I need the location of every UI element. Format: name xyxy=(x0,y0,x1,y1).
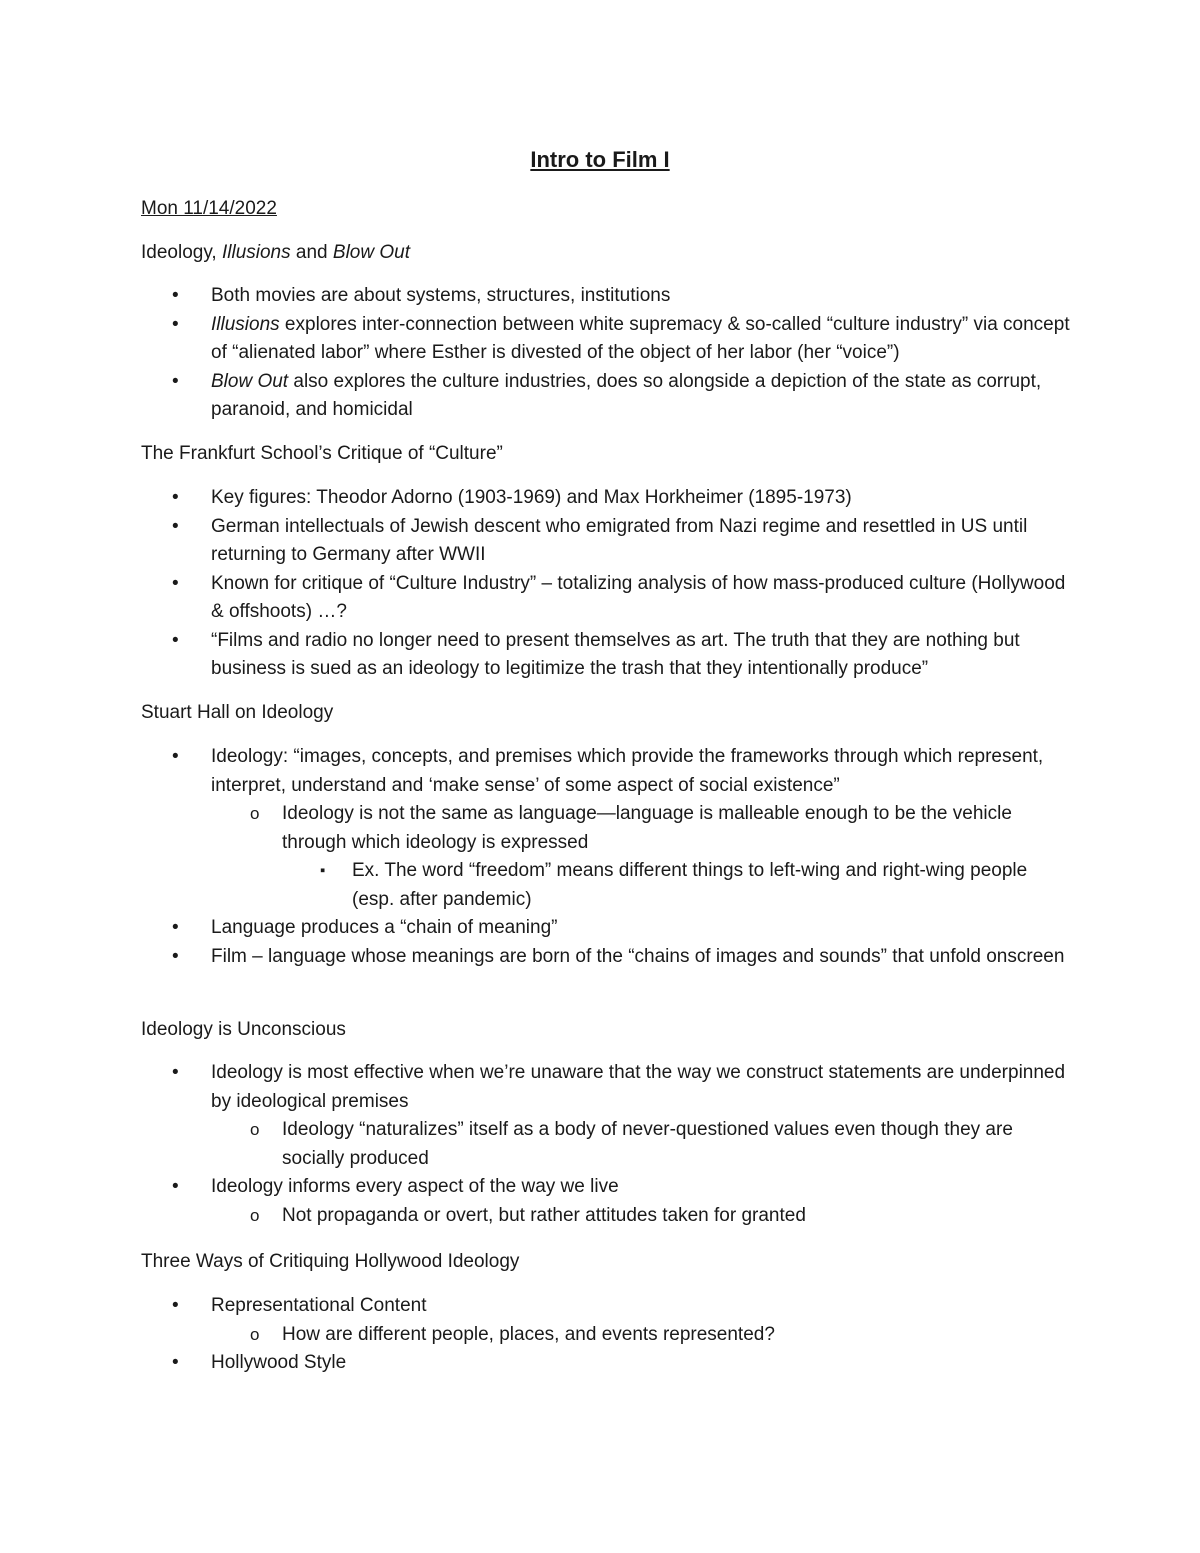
section-heading-unconscious: Ideology is Unconscious xyxy=(141,1019,346,1040)
sub-list-item xyxy=(282,1321,1070,1350)
list-item xyxy=(0,627,1200,684)
sub-list-item-text: How are different people, places, and events represented? xyxy=(282,1323,775,1345)
list-item xyxy=(0,914,1200,943)
sub-list-item-text: Ideology “naturalizes” itself as a body of never-questioned values even though they are socially produced xyxy=(282,1119,1013,1169)
list-item xyxy=(0,570,1200,627)
list-item-text: also explores the culture industries, does so alongside a depiction of the state as corrupt, paranoid, and homicidal xyxy=(211,370,1042,420)
bullet-list-unconscious xyxy=(0,1059,1200,1230)
section-heading-frankfurt: The Frankfurt School’s Critique of “Culture” xyxy=(141,443,503,464)
list-item xyxy=(0,368,1200,425)
sub-sub-list-item-text: Ex. The word “freedom” means different things to left-wing and right-wing people (esp. after pandemic) xyxy=(352,860,1028,910)
bullet-list-hollywood xyxy=(0,1292,1200,1378)
list-item-text: Key figures: Theodor Adorno (1903-1969) and Max Horkheimer (1895-1973) xyxy=(211,487,852,508)
list-item xyxy=(0,1173,1200,1230)
document-title: Intro to Film I xyxy=(530,147,670,172)
list-item xyxy=(0,311,1200,368)
sub-list-item-text: Ideology is not the same as language—language is malleable enough to be the vehicle through which ideology is expressed xyxy=(282,803,1012,853)
sub-list xyxy=(211,800,1070,914)
heading-film-title: Illusions xyxy=(221,242,291,263)
list-item xyxy=(0,513,1200,570)
list-item-text: Ideology informs every aspect of the way we live xyxy=(211,1176,619,1197)
list-item-text: explores inter-connection between white supremacy & so-called “culture industry” via concept of “alienated labor” where Esther is divested of the object of her labor (her “voice”) xyxy=(211,313,1070,363)
heading-text: and xyxy=(290,242,333,263)
film-title: Blow Out xyxy=(211,370,289,392)
list-item xyxy=(0,743,1200,914)
sub-list-item xyxy=(282,1116,1070,1173)
sub-list-item xyxy=(282,1202,1070,1231)
sub-sub-list xyxy=(282,857,1070,914)
section-heading-hollywood: Three Ways of Critiquing Hollywood Ideology xyxy=(141,1251,520,1272)
list-item xyxy=(0,943,1200,972)
lecture-date: Mon 11/14/2022 xyxy=(141,198,277,219)
sub-list-item xyxy=(282,800,1070,914)
sub-list xyxy=(211,1321,1070,1350)
list-item xyxy=(0,282,1200,311)
bullet-list-frankfurt xyxy=(0,484,1200,684)
list-item-text: Language produces a “chain of meaning” xyxy=(211,917,558,938)
list-item-text: Known for critique of “Culture Industry” – totalizing analysis of how mass-produced culture (Hollywood & offshoots) …? xyxy=(211,572,1066,622)
bullet-list-stuart-hall xyxy=(0,743,1200,971)
heading-film-title: Blow Out xyxy=(332,242,410,263)
list-item-text: Ideology is most effective when we’re unaware that the way we construct statements are underpinned by ideological premises xyxy=(211,1062,1066,1112)
bullet-list-ideology xyxy=(0,282,1200,425)
section-heading-stuart-hall: Stuart Hall on Ideology xyxy=(141,702,334,723)
film-title: Illusions xyxy=(211,313,280,335)
list-item xyxy=(0,1292,1200,1349)
sub-list xyxy=(211,1202,1070,1231)
list-item-text: Film – language whose meanings are born of the “chains of images and sounds” that unfold onscreen xyxy=(211,945,1065,967)
list-item xyxy=(0,484,1200,513)
list-item-text: Representational Content xyxy=(211,1295,427,1316)
section-heading-ideology xyxy=(141,242,410,264)
heading-text: Ideology, xyxy=(141,242,222,263)
sub-sub-list-item xyxy=(352,857,1070,914)
list-item-text: Ideology: “images, concepts, and premises which provide the frameworks through which represent, interpret, understand and ‘make sense’ of some aspect of social existence” xyxy=(211,746,1044,796)
list-item xyxy=(0,1059,1200,1173)
list-item-text: Both movies are about systems, structures, institutions xyxy=(211,285,671,306)
list-item xyxy=(0,1349,1200,1378)
sub-list-item-text: Not propaganda or overt, but rather attitudes taken for granted xyxy=(282,1204,806,1226)
list-item-text: “Films and radio no longer need to present themselves as art. The truth that they are nothing but business is sued as an ideology to legitimize the trash that they intentionally produce” xyxy=(211,629,1020,679)
list-item-text: Hollywood Style xyxy=(211,1352,347,1373)
list-item-text: German intellectuals of Jewish descent who emigrated from Nazi regime and resettled in US until returning to Germany after WWII xyxy=(211,515,1028,565)
sub-list xyxy=(211,1116,1070,1173)
